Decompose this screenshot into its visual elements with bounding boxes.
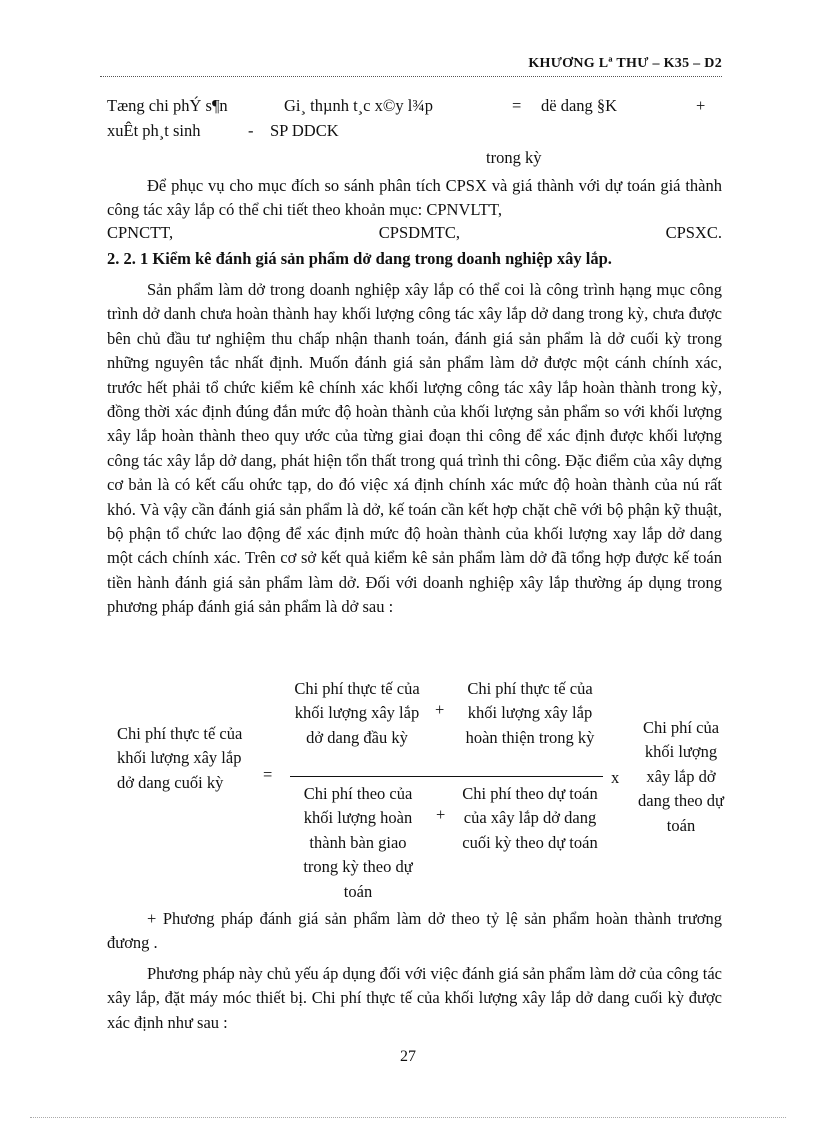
formula-top-term5: SP DDCK (270, 121, 339, 140)
cost-item: CPSDMTC, (378, 223, 460, 242)
cost-item: CPNCTT, (107, 223, 174, 242)
header-divider (100, 76, 722, 77)
formula-numerator-term2: Chi phí thực tế của khối lượng xây lắp hoàn thiện trong kỳ (465, 679, 595, 747)
page-number: 27 (400, 1048, 416, 1065)
fraction-bar (290, 776, 603, 777)
cost-item-list (107, 223, 722, 243)
formula-top-minus: - (248, 121, 254, 140)
formula-denominator-term2: Chi phí theo dự toán của xây lắp dở dang cuối kỳ theo dự toán (462, 784, 598, 852)
formula-top-term2: Gi¸ thµnh t¸c x©y l¾p (284, 96, 433, 115)
paragraph-cost-comparison: Để phục vụ cho mục đích so sánh phân tích CPSX và giá thành với dự toán giá thành công tác xây lắp có thể chi tiết theo khoản mục: CPNVLTT, (107, 176, 722, 220)
formula-top-plus: + (696, 96, 706, 115)
running-header: KHƯƠNG Lª THƯ – K35 – D2 (528, 56, 722, 71)
paragraph-equivalent-method: + Phương pháp đánh giá sản phẩm làm dở theo tỷ lệ sản phẩm hoàn thành trương đương . (107, 909, 722, 953)
formula-denominator-term1: Chi phí theo của khối lượng hoàn thành bàn giao trong kỳ theo dự toán (303, 784, 413, 901)
formula-top-term6: trong kỳ (486, 148, 542, 167)
formula-times: x (611, 768, 620, 787)
cost-item: CPSXC. (665, 223, 722, 242)
formula-top-equals: = (512, 96, 522, 115)
formula-top-term4: xuÊt ph¸t sinh (107, 121, 201, 140)
paragraph-wip-assessment: Sản phẩm làm dở trong doanh nghiệp xây lắp có thể coi là công trình hạng mục công trình dở danh chưa hoàn thành hay khối lượng công tác xây lắp dở dang trong kỳ, chưa được bên chủ đầu tư nghiệm thu chấp nhận thanh toán, đánh giá sản phẩm là dở cuối kỳ trong những nguyên tắc nhất định. Muốn đánh giá sản phẩm làm dở được một cánh chính xác, trước hết phải tổ chức kiểm kê chính xác khối lượng công tác xây lắp hoàn thành trong kỳ, đồng thời xác định đúng đắn mức độ hoàn thành của khối lượng sản phẩm so với khối lượng xây lắp hoàn thành theo quy ước của từng giai đoạn thi công để xác định được khối lượng công tác xây lắp dở dang, phát hiện tổn thất trong quá trình thi công. Đặc điểm của xây dựng cơ bản là có kết cấu ohức tạp, do đó việc xá định chính xác mức độ hoàn thành của nú rất khó. Và vậy cần đánh giá sản phẩm là dở, kế toán cần kết hợp chặt chẽ với bộ phận kỹ thuật, bộ phận tổ chức lao động để xác định mức độ hoàn thành của khối lượng xay lắp dở dang một cách chính xác. Trên cơ sở kết quả kiểm kê sản phẩm làm dở đã tổng hợp được kế toán tiền hành đánh giá sản phẩm làm dở. Đối với doanh nghiệp xây lắp thường áp dụng trong phương pháp đánh giá sản phẩm là dở sau : (107, 280, 722, 617)
section-heading: 2. 2. 1 Kiểm kê đánh giá sản phẩm dở dang trong doanh nghiệp xây lắp. (107, 249, 612, 268)
formula-equals: = (263, 765, 273, 784)
formula-denominator-plus: + (436, 805, 446, 824)
formula-rhs: Chi phí của khối lượng xây lắp dở dang theo dự toán (638, 718, 724, 835)
formula-lhs: Chi phí thực tế của khối lượng xây lắp dở dang cuối kỳ (117, 724, 243, 792)
formula-numerator-term1: Chi phí thực tế của khối lượng xây lắp dở dang đầu kỳ (294, 679, 420, 747)
formula-top-term1: Tæng chi phÝ s¶n (107, 96, 228, 115)
formula-numerator-plus: + (435, 700, 445, 719)
formula-top-term3: dë dang §K (541, 96, 618, 115)
paragraph-method-application: Phương pháp này chủ yếu áp dụng đối với việc đánh giá sản phẩm làm dở của công tác xây lắp, đặt máy móc thiết bị. Chi phí thực tế của khối lượng xây lắp dở dang cuối kỳ được xác định như sau : (107, 964, 722, 1032)
footer-divider (30, 1117, 786, 1118)
